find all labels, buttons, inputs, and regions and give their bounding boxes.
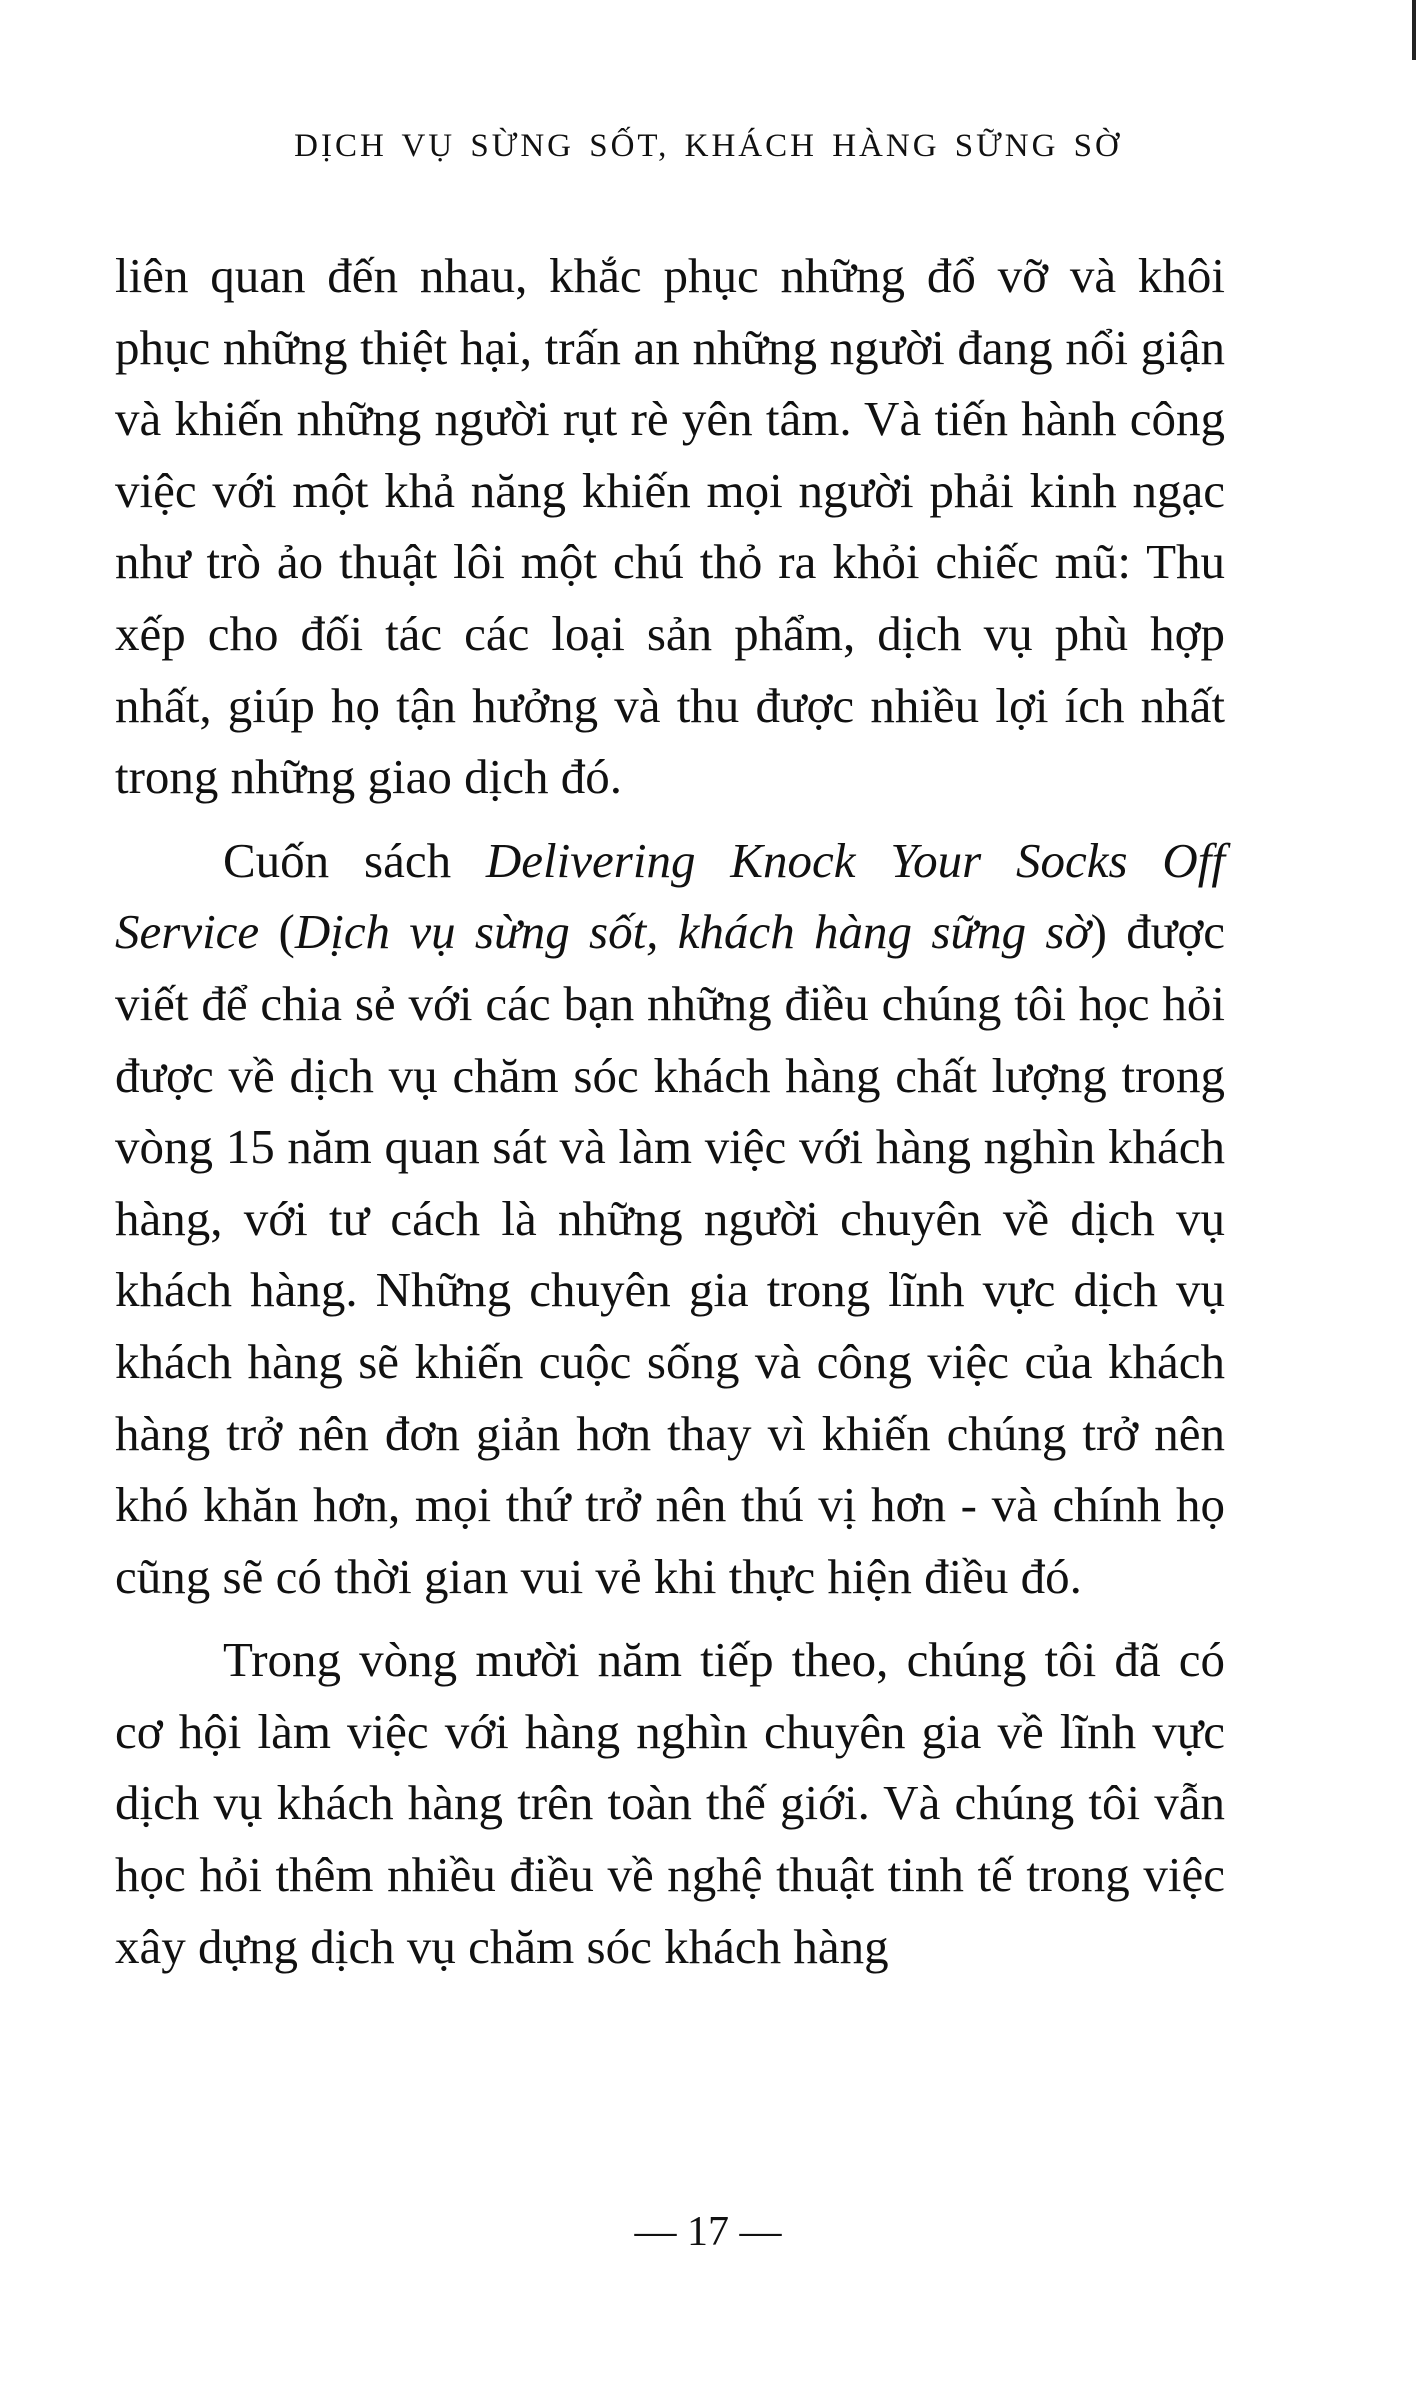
page-edge-shadow bbox=[1412, 0, 1416, 60]
body-text bbox=[115, 240, 1225, 1982]
running-header: DỊCH VỤ SỪNG SỐT, KHÁCH HÀNG SỮNG SỜ bbox=[294, 128, 1122, 164]
book-title-vietnamese: Dịch vụ sừng sốt, khách hàng sững sờ bbox=[294, 904, 1091, 960]
paren-open: ( bbox=[259, 904, 295, 960]
paragraph-ten-years: Trong vòng mười năm tiếp theo, chúng tôi đã có cơ hội làm việc với hàng nghìn chuyên gia về lĩnh vực dịch vụ khách hàng trên toàn thế giới. Và chúng tôi vẫn học hỏi thêm nhiều điều về nghệ thuật tinh tế trong việc xây dựng dịch vụ chăm sóc khách hàng bbox=[115, 1632, 1225, 1974]
page-number: — 17 — bbox=[634, 2209, 782, 2255]
paragraph-lead-text: Cuốn sách bbox=[223, 832, 486, 888]
paragraph-book-intro bbox=[115, 825, 1225, 1613]
book-title-english: Delivering Knock Your Socks Off Service bbox=[115, 832, 1225, 960]
paragraph-rest-text: ) được viết để chia sẻ với các bạn những điều chúng tôi học hỏi được về dịch vụ chăm sóc khách hàng chất lượng trong vòng 15 năm quan sát và làm việc với hàng nghìn khách hàng, với tư cách là những người chuyên về dịch vụ khách hàng. Những chuyên gia trong lĩnh vực dịch vụ khách hàng sẽ khiến cuộc sống và công việc của khách hàng trở nên đơn giản hơn thay vì khiến chúng trở nên khó khăn hơn, mọi thứ trở nên thú vị hơn - và chính họ cũng sẽ có thời gian vui vẻ khi thực hiện điều đó. bbox=[115, 904, 1225, 1604]
paragraph-continued: liên quan đến nhau, khắc phục những đổ vỡ và khôi phục những thiệt hại, trấn an những người đang nổi giận và khiến những người rụt rè yên tâm. Và tiến hành công việc với một khả năng khiến mọi người phải kinh ngạc như trò ảo thuật lôi một chú thỏ ra khỏi chiếc mũ: Thu xếp cho đối tác các loại sản phẩm, dịch vụ phù hợp nhất, giúp họ tận hưởng và thu được nhiều lợi ích nhất trong những giao dịch đó. bbox=[115, 248, 1225, 805]
